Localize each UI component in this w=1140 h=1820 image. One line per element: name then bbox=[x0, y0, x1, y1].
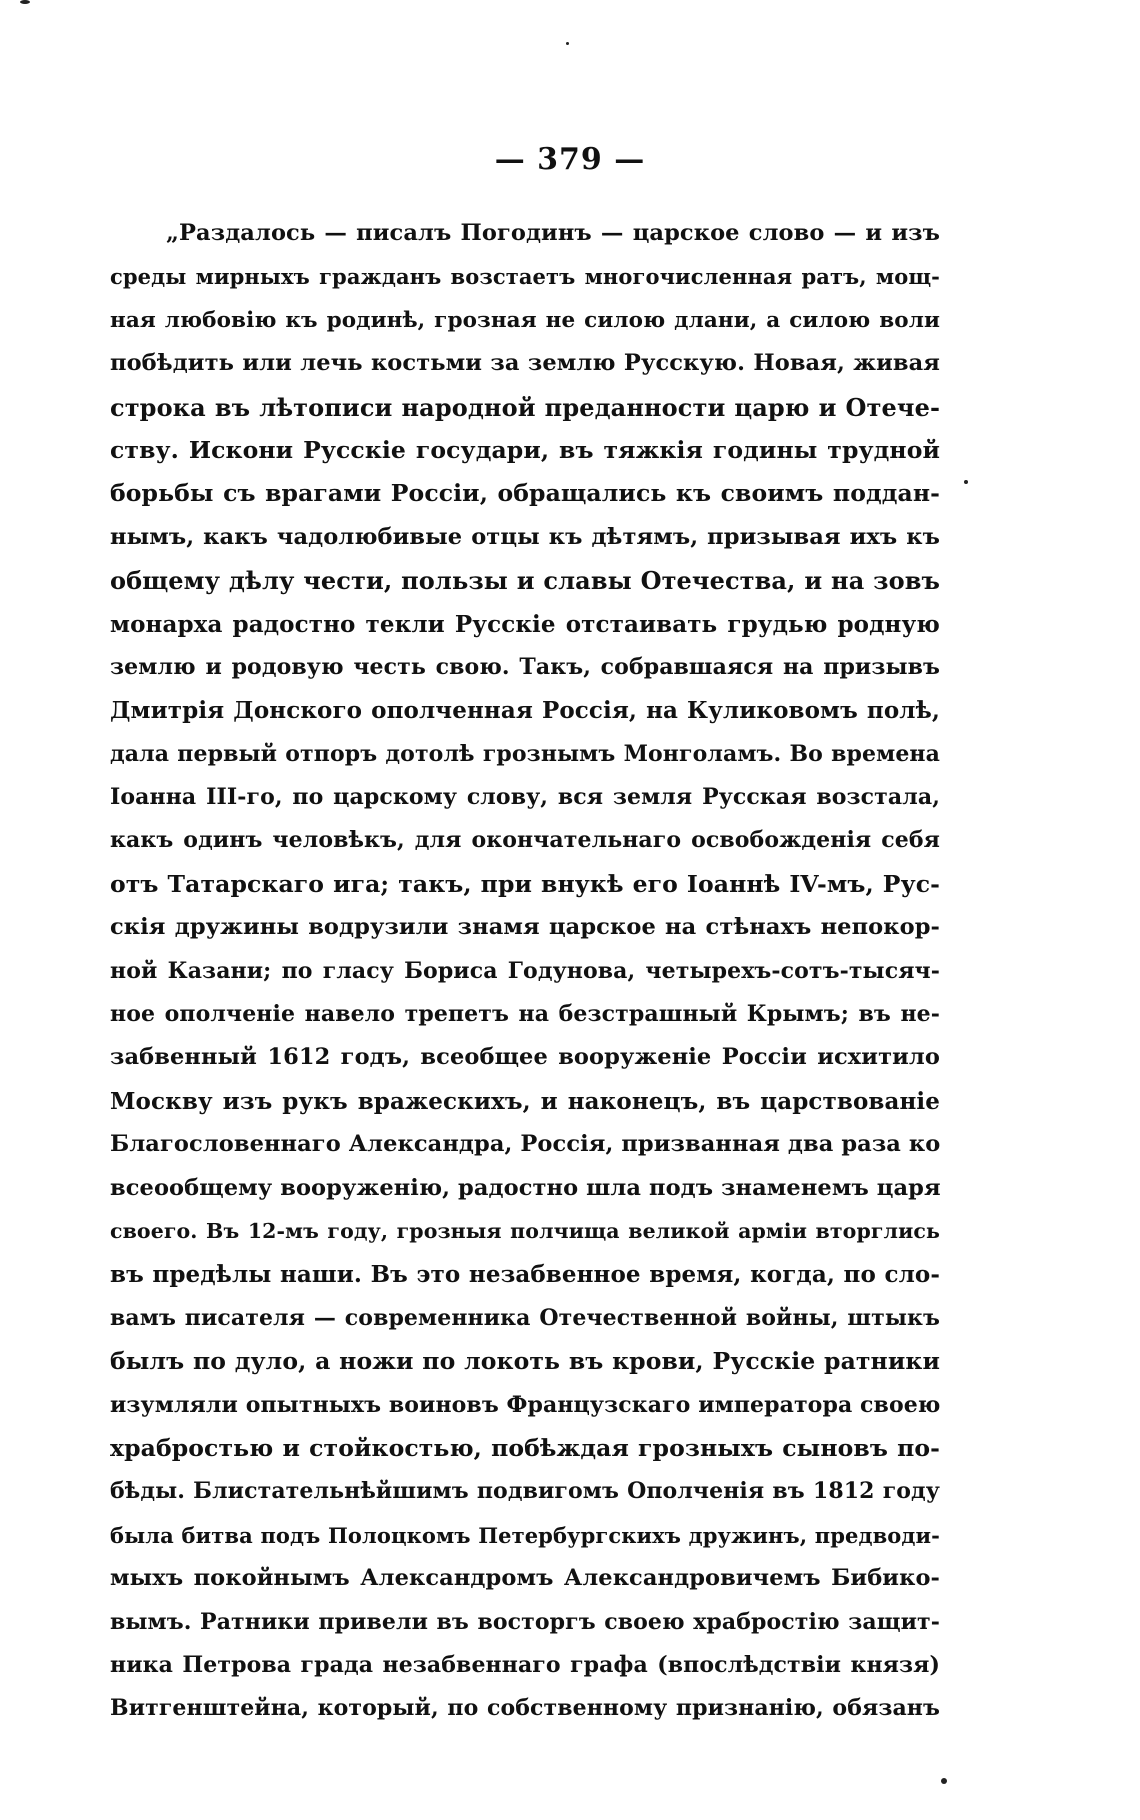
text-line: ная любовію къ родинѣ, грозная не силою длани, а силою воли bbox=[110, 307, 940, 333]
text-line: отъ Татарскаго ига; такъ, при внукѣ его Іоаннѣ IV-мъ, Рус- bbox=[110, 869, 940, 898]
text-line: Москву изъ рукъ вражескихъ, и наконецъ, въ царствованіе bbox=[110, 1087, 940, 1115]
page-number: — 379 — bbox=[494, 142, 646, 177]
text-line: ной Казани; по гласу Бориса Годунова, четырехъ-сотъ-тысяч- bbox=[110, 957, 940, 984]
text-line: ника Петрова града незабвеннаго графа (впослѣдствіи князя) bbox=[110, 1651, 940, 1678]
text-line: борьбы съ врагами Россіи, обращались къ своимъ поддан- bbox=[110, 479, 940, 508]
text-line: нымъ, какъ чадолюбивые отцы къ дѣтямъ, призывая ихъ къ bbox=[110, 523, 940, 550]
text-line: вымъ. Ратники привели въ восторгъ своею храбростію защит- bbox=[110, 1608, 940, 1635]
text-line: храбростью и стойкостью, побѣждая грозныхъ сыновъ по- bbox=[110, 1433, 940, 1462]
text-line: былъ по дуло, а ножи по локоть въ крови, Русскіе ратники bbox=[110, 1347, 940, 1376]
text-line: среды мирныхъ гражданъ возстаетъ многочисленная ратъ, мощ- bbox=[110, 264, 940, 290]
text-line: землю и родовую честь свою. Такъ, собравшаяся на призывъ bbox=[110, 653, 940, 680]
text-line: изумляли опытныхъ воиновъ Французскаго императора своею bbox=[110, 1391, 941, 1418]
text-line: дала первый отпоръ дотолѣ грознымъ Монголамъ. Во времена bbox=[110, 740, 940, 767]
ink-speck bbox=[941, 1778, 947, 1784]
text-line: Іоанна III-го, по царскому слову, вся земля Русская возстала, bbox=[110, 784, 940, 811]
text-line: ное ополченіе навело трепетъ на безстрашный Крымъ; въ не- bbox=[110, 1001, 940, 1028]
text-line: „Раздалось — писалъ Погодинъ — царское слово — и изъ bbox=[166, 220, 940, 246]
text-line: ству. Искони Русскіе государи, въ тяжкія годины трудной bbox=[110, 435, 940, 464]
text-line: Дмитрія Донского ополченная Россія, на Куликовомъ полѣ, bbox=[110, 697, 940, 725]
text-line: общему дѣлу чести, пользы и славы Отечества, и на зовъ bbox=[110, 566, 940, 596]
text-line: Витгенштейна, который, по собственному признанію, обязанъ bbox=[110, 1695, 940, 1722]
text-line: побѣдить или лечь костьми за землю Русскую. Новая, живая bbox=[110, 350, 940, 377]
text-line: забвенный 1612 годъ, всеобщее вооруженіе Россіи исхитило bbox=[110, 1044, 940, 1071]
ink-speck bbox=[566, 42, 569, 45]
text-line: какъ одинъ человѣкъ, для окончательнаго освобожденія себя bbox=[110, 827, 940, 854]
text-line: вамъ писателя — современника Отечественной войны, штыкъ bbox=[110, 1304, 940, 1331]
text-line: была битва подъ Полоцкомъ Петербургскихъ дружинъ, предводи- bbox=[110, 1522, 940, 1548]
text-line: скія дружины водрузили знамя царское на стѣнахъ непокор- bbox=[110, 914, 940, 941]
ink-speck bbox=[20, 0, 30, 4]
body-text bbox=[110, 212, 940, 1731]
text-line: мыхъ покойнымъ Александромъ Александровичемъ Бибико- bbox=[110, 1565, 940, 1592]
text-line: всеообщему вооруженію, радостно шла подъ знаменемъ царя bbox=[110, 1174, 941, 1201]
text-line: монарха радостно текли Русскіе отстаивать грудью родную bbox=[110, 610, 940, 638]
text-line: въ предѣлы наши. Въ это незабвенное время, когда, по сло- bbox=[110, 1261, 940, 1289]
text-line: своего. Въ 12-мъ году, грозныя полчища великой арміи вторглись bbox=[110, 1218, 940, 1243]
text-line: Благословеннаго Александра, Россія, призванная два раза ко bbox=[110, 1131, 941, 1158]
ink-speck bbox=[964, 480, 968, 484]
text-line: строка въ лѣтописи народной преданности царю и Отече- bbox=[110, 392, 940, 422]
text-line: бѣды. Блистательнѣйшимъ подвигомъ Ополченія въ 1812 году bbox=[110, 1478, 940, 1505]
